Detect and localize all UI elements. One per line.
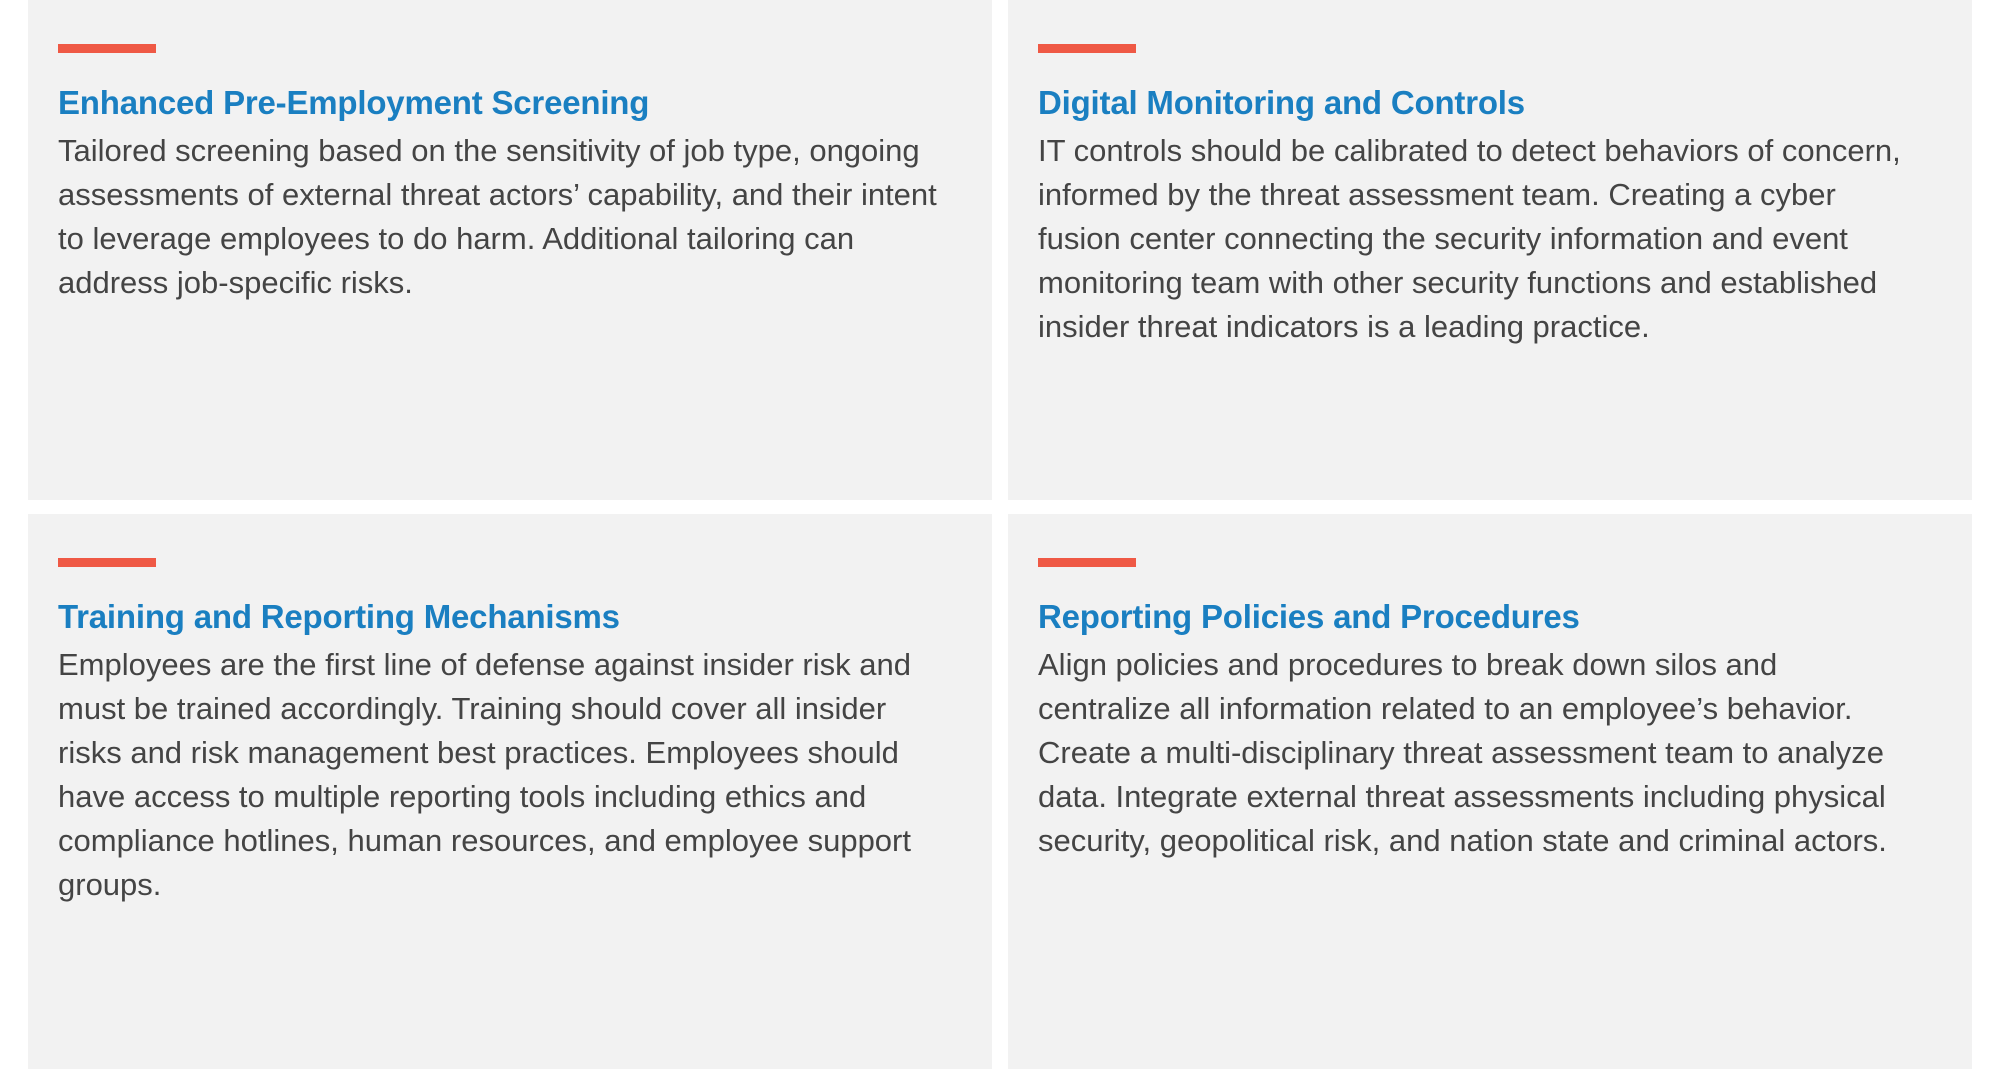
accent-rule-icon [1038, 558, 1136, 567]
card-digital-monitoring-and-controls [1008, 0, 1972, 500]
card-title: Enhanced Pre-Employment Screening [58, 84, 650, 121]
accent-rule-icon [1038, 44, 1136, 53]
card-body-text: Employees are the first line of defense against insider risk and must be trained accordingly. Training should cover all insider risks and risk management best practices. Employees should have access to multiple reporting tools including ethics and compliance hotlines, human resources, and employee support groups. [58, 646, 911, 902]
card-enhanced-pre-employment-screening [28, 0, 992, 500]
accent-rule-icon [58, 44, 156, 53]
card-title: Digital Monitoring and Controls [1038, 84, 1525, 121]
card-body-text: IT controls should be calibrated to detect behaviors of concern, informed by the threat assessment team. Creating a cyber fusion center connecting the security information and event monitoring team with other security functions and established insider threat indicators is a leading practice. [1038, 132, 1901, 344]
card-body-text: Align policies and procedures to break down silos and centralize all information related to an employee’s behavior. Create a multi-disciplinary threat assessment team to analyze data. Integrate external threat assessments including physical security, geopolitical risk, and nation state and criminal actors. [1038, 646, 1887, 858]
card-body-text: Tailored screening based on the sensitivity of job type, ongoing assessments of external threat actors’ capability, and their intent to leverage employees to do harm. Additional tailoring can address job-specific risks. [58, 132, 937, 300]
accent-rule-icon [58, 558, 156, 567]
card-reporting-policies-and-procedures [1008, 514, 1972, 1069]
card-title: Training and Reporting Mechanisms [58, 598, 620, 635]
card-training-and-reporting-mechanisms [28, 514, 992, 1069]
card-title: Reporting Policies and Procedures [1038, 598, 1580, 635]
